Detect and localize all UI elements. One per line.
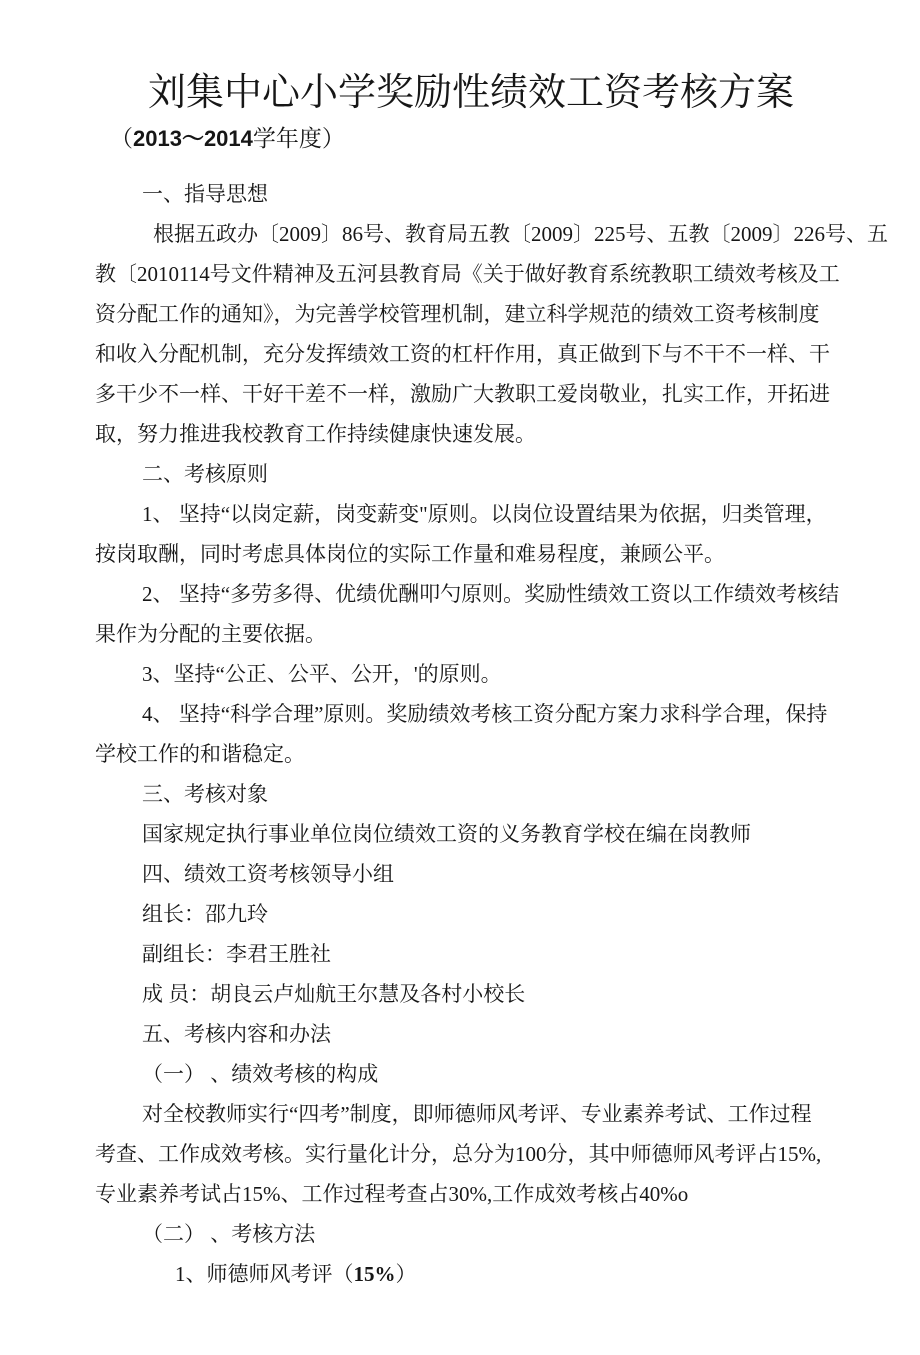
- group-leader-line: 组长：邵九玲: [142, 902, 268, 927]
- final-line-text: 1、师德师风考评（: [175, 1262, 354, 1287]
- heading-leading-group: 四、绩效工资考核领导小组: [142, 862, 394, 887]
- heading-guiding-ideology: 一、指导思想: [142, 182, 268, 207]
- assessment-targets-text: 国家规定执行事业单位岗位绩效工资的义务教育学校在编在岗教师: [142, 822, 751, 847]
- doc-line: 和收入分配机制，充分发挥绩效工资的杠杆作用，真正做到下与不干不一样、干: [95, 342, 830, 367]
- doc-line: 教〔2010114号文件精神及五河县教育局《关于做好教育系统教职工绩效考核及工: [95, 262, 840, 287]
- doc-subtitle: [110, 125, 920, 153]
- doc-line: 取，努力推进我校教育工作持续健康快速发展。: [95, 422, 536, 447]
- principle-item-2: 2、 坚持“多劳多得、优绩优酬叩勺原则。奖励性绩效工资以工作绩效考核结: [142, 582, 840, 607]
- doc-line: 学校工作的和谐稳定。: [95, 742, 305, 767]
- heading-assessment-targets: 三、考核对象: [142, 782, 268, 807]
- subheading-assessment-methods: （二） 、考核方法: [142, 1222, 316, 1247]
- doc-line: 果作为分配的主要依据。: [95, 622, 326, 647]
- heading-assessment-principles: 二、考核原则: [142, 462, 268, 487]
- subtitle-rest: 学年度）: [252, 125, 345, 151]
- deputy-leader-line: 副组长：李君王胜社: [142, 942, 331, 967]
- item-teacher-ethics-review: [95, 1254, 865, 1294]
- principle-item-1: 1、 坚持“以岗定薪，岗变薪变"原则。以岗位设置结果为依据，归类管理，: [142, 502, 827, 527]
- doc-line: 专业素养考试占15%、工作过程考查占30%,工作成效考核占40%o: [95, 1182, 689, 1207]
- subheading-performance-assessment-composition: （一） 、绩效考核的构成: [142, 1062, 379, 1087]
- doc-line: 资分配工作的通知》，为完善学校管理机制，建立科学规范的绩效工资考核制度: [95, 302, 820, 327]
- doc-line: 多干少不一样、干好干差不一样，激励广大教职工爱岗敬业，扎实工作，开拓进: [95, 382, 830, 407]
- principle-item-3: 3、坚持“公正、公平、公开，'的原则。: [142, 662, 502, 687]
- doc-title: 刘集中心小学奖励性绩效工资考核方案: [148, 72, 795, 114]
- doc-line: 考查、工作成效考核。实行量化计分，总分为100分，其中师德师风考评占15%,: [95, 1142, 822, 1167]
- doc-line: 按岗取酬，同时考虑具体岗位的实际工作量和难易程度，兼顾公平。: [95, 542, 725, 567]
- principle-item-4: 4、 坚持“科学合理”原则。奖励绩效考核工资分配方案力求科学合理，保持: [142, 702, 828, 727]
- subtitle-years: 2013～2014: [133, 125, 253, 151]
- doc-line: 根据五政办〔2009〕86号、教育局五教〔2009〕225号、五教〔2009〕226号、五: [153, 222, 888, 247]
- final-line-close-paren: ）: [395, 1262, 417, 1287]
- doc-line: 对全校教师实行“四考”制度，即师德师风考评、专业素养考试、工作过程: [142, 1102, 812, 1127]
- heading-assessment-content-methods: 五、考核内容和办法: [142, 1022, 331, 1047]
- final-line-percent: 15%: [353, 1262, 396, 1287]
- group-members-line: 成 员：胡良云卢灿航王尔慧及各村小校长: [142, 982, 526, 1007]
- subtitle-open-paren: （: [110, 125, 133, 151]
- doc-body: [95, 174, 888, 1294]
